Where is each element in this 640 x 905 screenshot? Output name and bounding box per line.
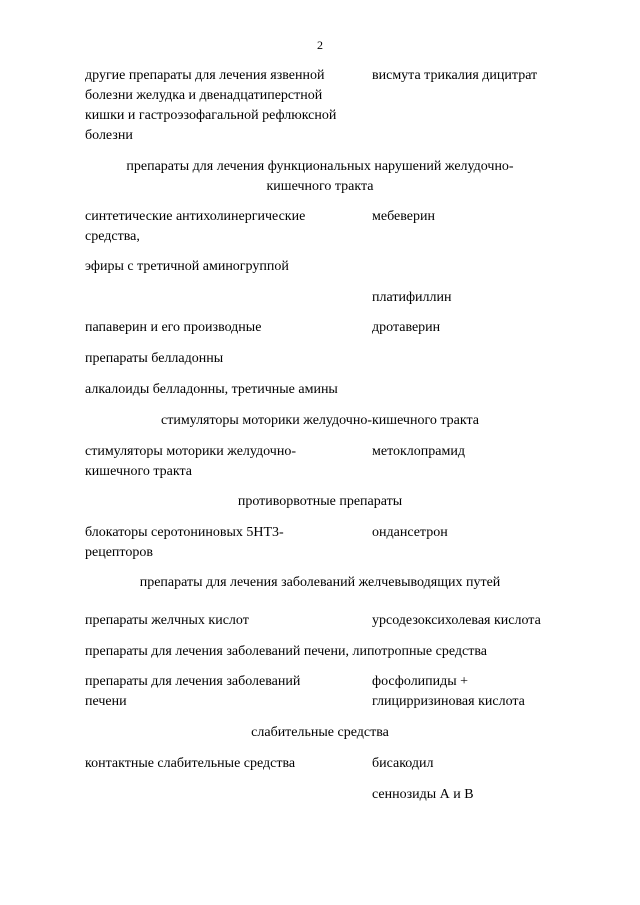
category-line: болезни желудка и двенадцатиперстной xyxy=(85,88,323,103)
category-line: эфиры с третичной аминогруппой xyxy=(85,259,289,274)
drug-name: бисакодил xyxy=(372,756,434,771)
category-line: стимуляторы моторики желудочно- xyxy=(85,444,296,459)
drug-name: метоклопрамид xyxy=(372,444,465,459)
page-number: 2 xyxy=(317,38,323,52)
category-line: препараты для лечения заболеваний печени, липотропные средства xyxy=(85,644,487,659)
category-line: препараты белладонны xyxy=(85,351,224,366)
drug-name: ондансетрон xyxy=(372,525,448,540)
drug-name: сеннозиды А и В xyxy=(372,787,474,802)
category-line: синтетические антихолинергические xyxy=(85,209,306,224)
section-heading: кишечного тракта xyxy=(266,179,374,194)
category-line: средства, xyxy=(85,229,140,244)
category-line: кишечного тракта xyxy=(85,464,192,479)
drug-name: висмута трикалия дицитрат xyxy=(372,68,538,83)
drug-name: дротаверин xyxy=(372,320,441,335)
drug-name: глицирризиновая кислота xyxy=(372,694,525,709)
section-heading: стимуляторы моторики желудочно-кишечного тракта xyxy=(161,413,479,428)
category-line: болезни xyxy=(85,128,133,143)
category-line: печени xyxy=(85,694,127,709)
category-line: препараты желчных кислот xyxy=(85,613,249,628)
section-heading: противорвотные препараты xyxy=(237,494,403,509)
category-line: алкалоиды белладонны, третичные амины xyxy=(85,382,338,397)
drug-name: мебеверин xyxy=(372,209,435,224)
category-line: блокаторы серотониновых 5HT3- xyxy=(85,525,284,540)
category-line: другие препараты для лечения язвенной xyxy=(85,68,325,83)
category-line: контактные слабительные средства xyxy=(85,756,296,771)
section-heading: препараты для лечения заболеваний желчевыводящих путей xyxy=(139,575,501,590)
drug-name: фосфолипиды + xyxy=(372,674,469,689)
section-heading: препараты для лечения функциональных нарушений желудочно- xyxy=(126,159,514,174)
category-line: рецепторов xyxy=(85,545,153,560)
drug-name: платифиллин xyxy=(372,290,452,305)
category-line: кишки и гастроэзофагальной рефлюксной xyxy=(85,108,337,123)
drug-name: урсодезоксихолевая кислота xyxy=(372,613,541,628)
section-heading: слабительные средства xyxy=(251,725,389,740)
category-line: препараты для лечения заболеваний xyxy=(85,674,301,689)
category-line: папаверин и его производные xyxy=(85,320,262,335)
